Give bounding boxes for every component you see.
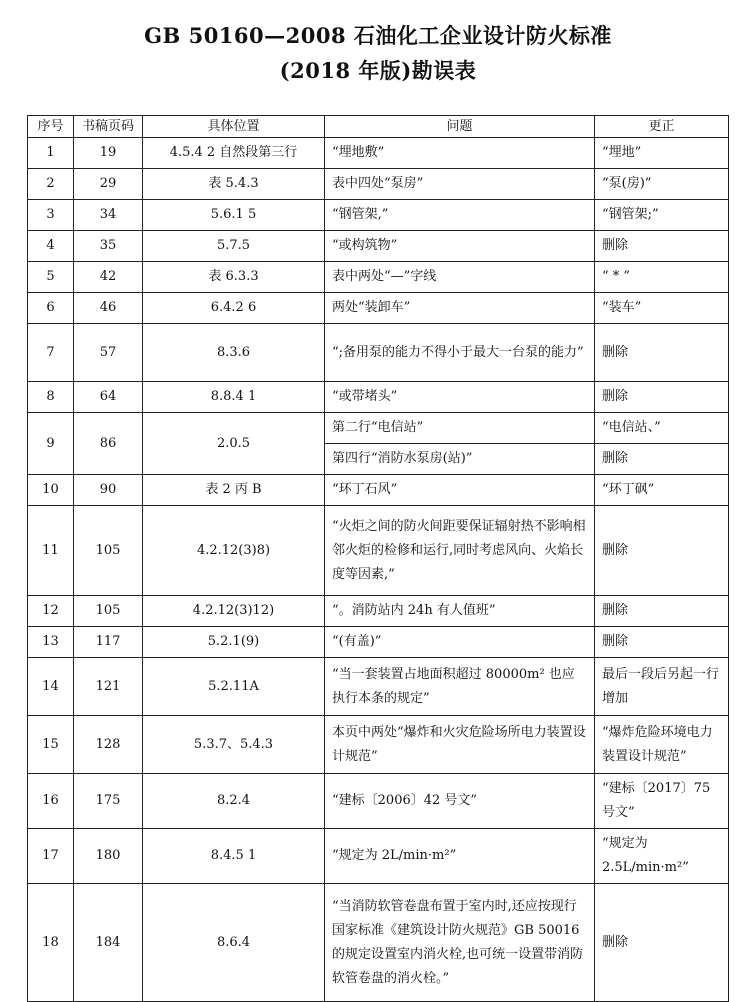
issue-text: “钢管架,”	[325, 200, 595, 231]
correction-text: 删除	[595, 506, 729, 596]
correction-text: “规定为 2.5L/min·m²”	[595, 829, 729, 884]
location: 5.2.11A	[143, 658, 325, 716]
table-body	[28, 138, 729, 1002]
issue-text: “环丁石风”	[325, 475, 595, 506]
issue-text: 两处“装卸车”	[325, 293, 595, 324]
document-subtitle: (2018 年版)勘误表	[279, 58, 477, 83]
page-number: 105	[74, 506, 143, 596]
page-number: 29	[74, 169, 143, 200]
location: 表 5.4.3	[143, 169, 325, 200]
row-number: 8	[28, 382, 74, 413]
table-row	[28, 138, 729, 169]
correction-text: “爆炸危险环境电力装置设计规范”	[595, 716, 729, 774]
row-number: 9	[28, 413, 74, 475]
table-row	[28, 884, 729, 1002]
issue-text: 第四行“消防水泵房(站)”	[325, 444, 595, 475]
table-row	[28, 262, 729, 293]
issue-text: “规定为 2L/min·m²”	[325, 829, 595, 884]
location: 8.8.4 1	[143, 382, 325, 413]
header-cell: 具体位置	[143, 116, 325, 138]
table-row	[28, 231, 729, 262]
header-cell: 问题	[325, 116, 595, 138]
table-header-row	[28, 116, 729, 138]
row-number: 6	[28, 293, 74, 324]
row-number: 4	[28, 231, 74, 262]
issue-text: “建标〔2006〕42 号文”	[325, 774, 595, 829]
row-number: 16	[28, 774, 74, 829]
table-row	[28, 382, 729, 413]
correction-text: 删除	[595, 627, 729, 658]
table-row	[28, 658, 729, 716]
issue-text: “当一套装置占地面积超过 80000m² 也应执行本条的规定”	[325, 658, 595, 716]
page-number: 180	[74, 829, 143, 884]
page-number: 19	[74, 138, 143, 169]
page-number: 121	[74, 658, 143, 716]
row-number: 11	[28, 506, 74, 596]
location: 5.3.7、5.4.3	[143, 716, 325, 774]
correction-text: “ * ”	[595, 262, 729, 293]
page-number: 128	[74, 716, 143, 774]
page-number: 57	[74, 324, 143, 382]
correction-text: 删除	[595, 884, 729, 1002]
row-number: 10	[28, 475, 74, 506]
location: 5.6.1 5	[143, 200, 325, 231]
issue-text: 本页中两处“爆炸和火灾危险场所电力装置设计规范”	[325, 716, 595, 774]
correction-text: 删除	[595, 596, 729, 627]
header-cell: 序号	[28, 116, 74, 138]
correction-text: 删除	[595, 382, 729, 413]
page-number: 90	[74, 475, 143, 506]
page-number: 184	[74, 884, 143, 1002]
table-row	[28, 475, 729, 506]
correction-text: “钢管架;”	[595, 200, 729, 231]
issue-text: “或构筑物”	[325, 231, 595, 262]
issue-text: 表中四处“泵房”	[325, 169, 595, 200]
correction-text: 删除	[595, 444, 729, 475]
location: 表 6.3.3	[143, 262, 325, 293]
row-number: 7	[28, 324, 74, 382]
correction-text: “泵(房)”	[595, 169, 729, 200]
table-row	[28, 324, 729, 382]
row-number: 12	[28, 596, 74, 627]
row-number: 14	[28, 658, 74, 716]
page-number: 46	[74, 293, 143, 324]
issue-text: “火炬之间的防火间距要保证辐射热不影响相邻火炬的检修和运行,同时考虑风向、火焰长度等因素,”	[325, 506, 595, 596]
location: 5.7.5	[143, 231, 325, 262]
table-row	[28, 774, 729, 829]
location: 8.4.5 1	[143, 829, 325, 884]
table-row	[28, 169, 729, 200]
errata-table	[27, 115, 729, 1002]
correction-text: 删除	[595, 231, 729, 262]
row-number: 15	[28, 716, 74, 774]
table-row	[28, 829, 729, 884]
table-row	[28, 506, 729, 596]
issue-text: “;备用泵的能力不得小于最大一台泵的能力”	[325, 324, 595, 382]
row-number: 3	[28, 200, 74, 231]
row-number: 13	[28, 627, 74, 658]
document-title: GB 50160—2008 石油化工企业设计防火标准	[144, 23, 612, 48]
issue-text: “埋地敷”	[325, 138, 595, 169]
location: 8.2.4	[143, 774, 325, 829]
header-cell: 更正	[595, 116, 729, 138]
issue-text: “。消防站内 24h 有人值班”	[325, 596, 595, 627]
row-number: 17	[28, 829, 74, 884]
issue-text: 表中两处“—”字线	[325, 262, 595, 293]
issue-text: “当消防软管卷盘布置于室内时,还应按现行国家标准《建筑设计防火规范》GB 50016的规定设置室内消火栓,也可统一设置带消防软管卷盘的消火栓。”	[325, 884, 595, 1002]
row-number: 2	[28, 169, 74, 200]
page-number: 117	[74, 627, 143, 658]
header-cell: 书稿页码	[74, 116, 143, 138]
location: 表 2 丙 B	[143, 475, 325, 506]
page-number: 64	[74, 382, 143, 413]
location: 4.2.12(3)8)	[143, 506, 325, 596]
page-number: 42	[74, 262, 143, 293]
correction-text: 最后一段后另起一行增加	[595, 658, 729, 716]
page-number: 105	[74, 596, 143, 627]
correction-text: “环丁砜”	[595, 475, 729, 506]
page-number: 86	[74, 413, 143, 475]
issue-text: 第二行“电信站”	[325, 413, 595, 444]
table-row	[28, 596, 729, 627]
table-row	[28, 200, 729, 231]
location: 5.2.1(9)	[143, 627, 325, 658]
correction-text: “建标〔2017〕75 号文”	[595, 774, 729, 829]
row-number: 1	[28, 138, 74, 169]
location: 4.5.4 2 自然段第三行	[143, 138, 325, 169]
table-row	[28, 293, 729, 324]
issue-text: “或带堵头”	[325, 382, 595, 413]
location: 6.4.2 6	[143, 293, 325, 324]
row-number: 5	[28, 262, 74, 293]
issue-text: “(有盖)”	[325, 627, 595, 658]
page-number: 175	[74, 774, 143, 829]
location: 4.2.12(3)12)	[143, 596, 325, 627]
page-number: 34	[74, 200, 143, 231]
table-row	[28, 413, 729, 444]
correction-text: “埋地”	[595, 138, 729, 169]
row-number: 18	[28, 884, 74, 1002]
table-row	[28, 716, 729, 774]
location: 8.3.6	[143, 324, 325, 382]
correction-text: “电信站、”	[595, 413, 729, 444]
table-row	[28, 627, 729, 658]
location: 2.0.5	[143, 413, 325, 475]
location: 8.6.4	[143, 884, 325, 1002]
correction-text: 删除	[595, 324, 729, 382]
correction-text: “装车”	[595, 293, 729, 324]
page-number: 35	[74, 231, 143, 262]
